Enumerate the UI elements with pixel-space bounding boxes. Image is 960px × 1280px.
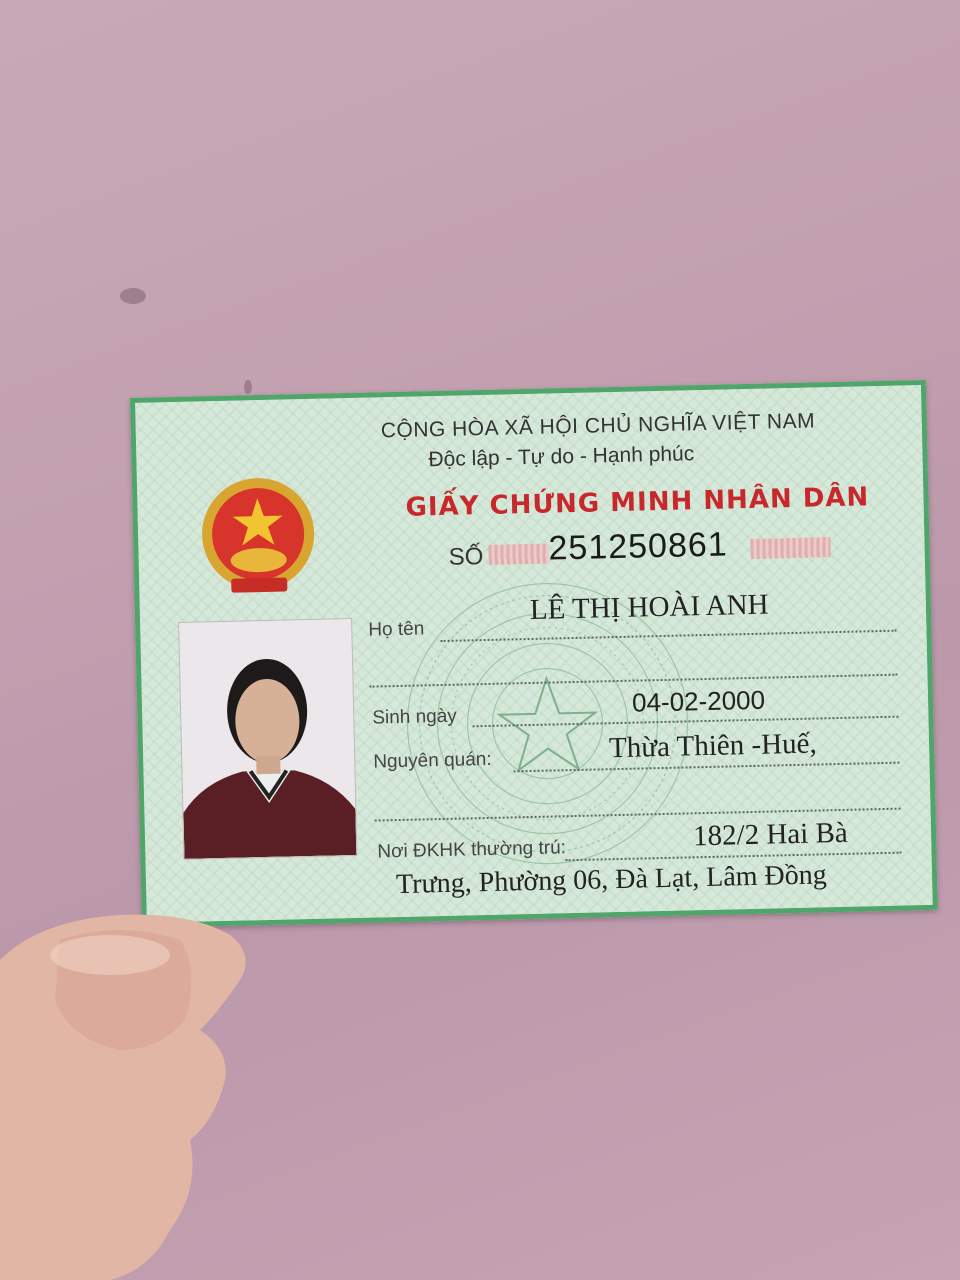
- redaction-mark: [750, 537, 830, 559]
- card-title: GIẤY CHỨNG MINH NHÂN DÂN: [405, 482, 870, 523]
- name-label: Họ tên: [368, 618, 425, 641]
- portrait-photo: [178, 618, 357, 860]
- holding-thumb: [0, 900, 300, 1280]
- header-republic: CỘNG HÒA XÃ HỘI CHỦ NGHĨA VIỆT NAM: [380, 409, 816, 443]
- hometown-value: Thừa Thiên -Huế,: [608, 727, 818, 765]
- wall-stain: [120, 288, 146, 304]
- id-card: [130, 380, 938, 928]
- address-label: Nơi ĐKHK thường trú:: [377, 837, 567, 863]
- redaction-mark: [488, 544, 548, 565]
- dob-label: Sinh ngày: [372, 705, 458, 729]
- number-label: SỐ: [448, 543, 484, 571]
- date-of-birth: 04-02-2000: [631, 684, 766, 718]
- national-emblem-icon: [197, 473, 320, 604]
- holder-name: LÊ THỊ HOÀI ANH: [529, 588, 769, 626]
- id-number: 251250861: [548, 525, 729, 568]
- wall-stain: [244, 380, 252, 394]
- address-line-2: Trưng, Phường 06, Đà Lạt, Lâm Đồng: [395, 859, 828, 901]
- header-motto: Độc lập - Tự do - Hạnh phúc: [428, 442, 695, 472]
- address-line-1: 182/2 Hai Bà: [692, 816, 849, 853]
- hometown-label: Nguyên quán:: [373, 748, 492, 773]
